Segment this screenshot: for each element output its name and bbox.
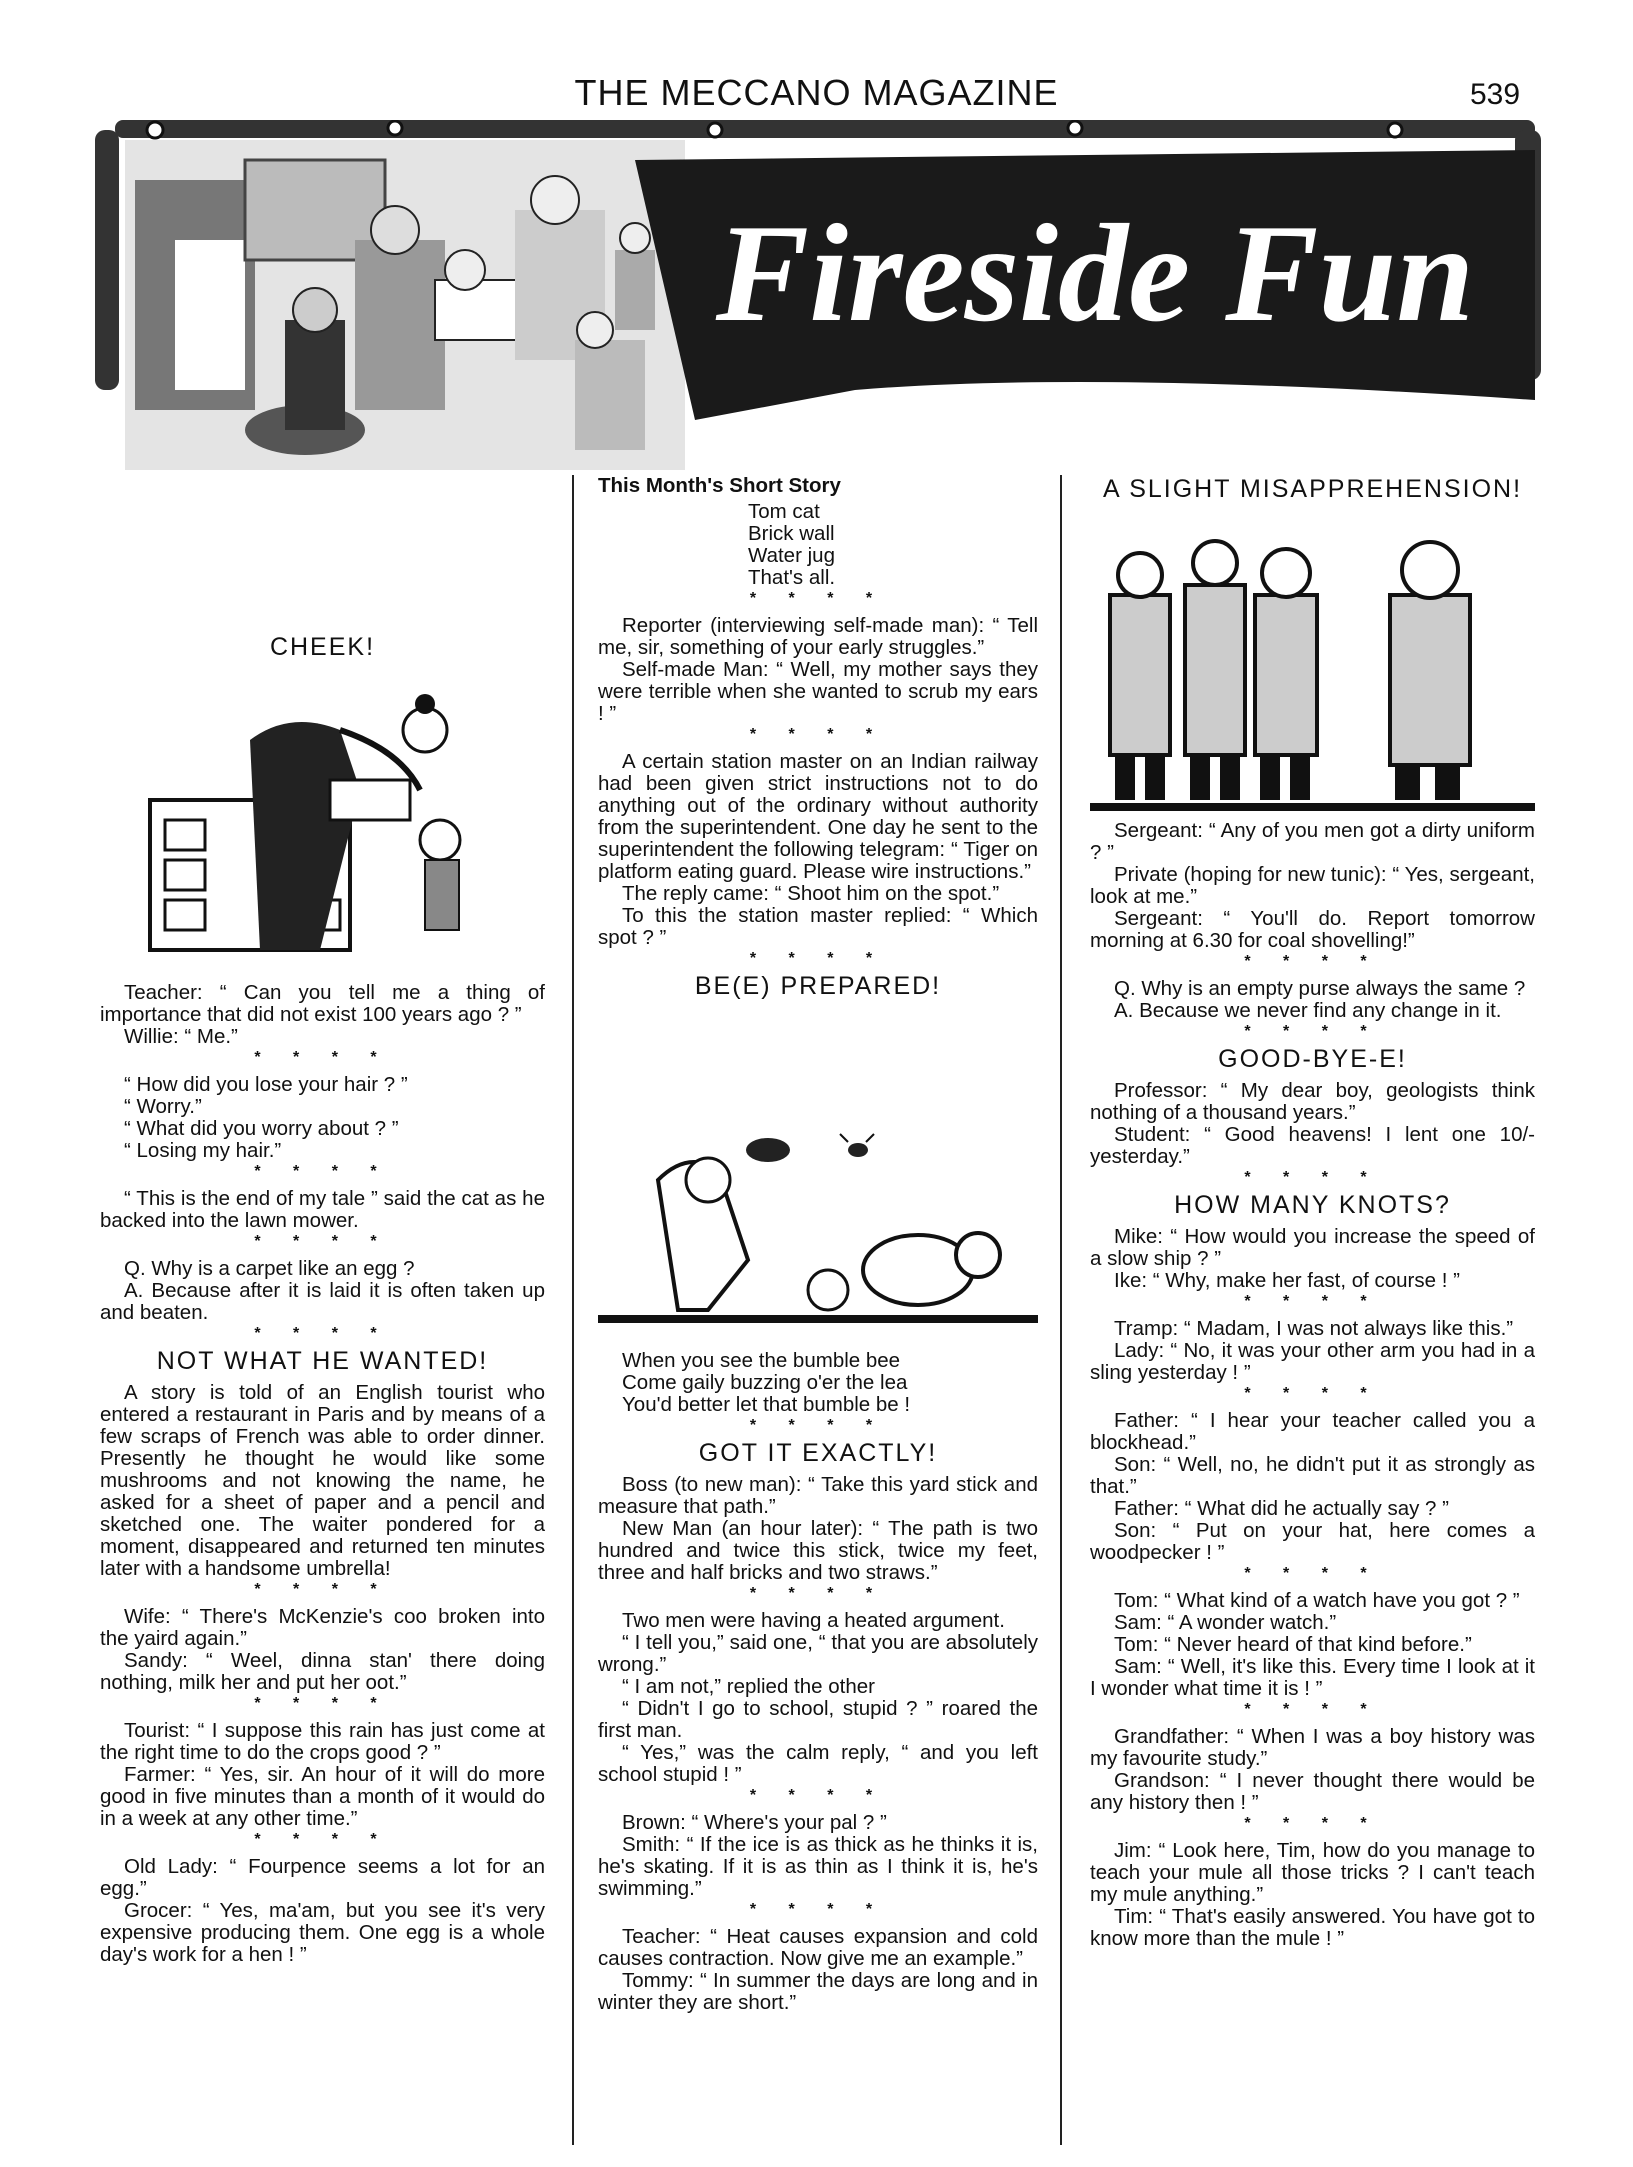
joke-line: Teacher: “ Heat causes expansion and cold causes contraction. Now give me an example.” — [598, 1925, 1038, 1970]
banner-illustration — [95, 120, 1555, 480]
joke-line: Willie: “ Me.” — [124, 1025, 238, 1048]
joke-line: Two men were having a heated argument. — [622, 1609, 1005, 1632]
separator-stars: * * * * — [749, 1787, 887, 1804]
column-right — [1090, 475, 1535, 510]
joke-line: To this the station master replied: “ Which spot ? ” — [598, 904, 1038, 949]
column-rule-right — [1060, 475, 1062, 2145]
poem-line: When you see the bumble bee — [622, 1349, 901, 1372]
separator-stars: * * * * — [749, 1585, 887, 1602]
joke-line: “ I am not,” replied the other — [622, 1675, 875, 1698]
poem-line: Come gaily buzzing o'er the lea — [622, 1371, 908, 1394]
joke-line: Professor: “ My dear boy, geologists think nothing of a thousand years.” — [1090, 1079, 1535, 1124]
separator-stars: * * * * — [1244, 1023, 1381, 1040]
short-story-line: Tom cat — [748, 500, 820, 523]
separator-stars: * * * * — [254, 1325, 391, 1342]
magazine-title: THE MECCANO MAGAZINE — [574, 72, 1059, 113]
joke-line: A. Because after it is laid it is often taken up and beaten. — [100, 1279, 545, 1324]
joke-line: “ Yes,” was the calm reply, “ and you left school stupid ! ” — [598, 1741, 1038, 1786]
joke-line: New Man (an hour later): “ The path is two hundred and twice this stick, twice my feet, three and half bricks and two straws.” — [598, 1517, 1038, 1584]
joke-line: “ Worry.” — [124, 1095, 202, 1118]
column-left — [100, 630, 545, 668]
banner-title: Fireside Fun — [715, 196, 1475, 351]
joke-line: Tom: “ What kind of a watch have you got ? ” — [1114, 1589, 1520, 1612]
joke-line: Private (hoping for new tunic): “ Yes, sergeant, look at me.” — [1090, 863, 1535, 908]
joke-line: Boss (to new man): “ Take this yard stick and measure that path.” — [598, 1473, 1038, 1518]
short-story-line: Water jug — [748, 544, 835, 567]
joke-line: Sandy: “ Weel, dinna stan' there doing nothing, milk her and put her oot.” — [100, 1649, 545, 1694]
joke-line: Son: “ Put on your hat, here comes a woodpecker ! ” — [1090, 1519, 1535, 1564]
joke-line: Sergeant: “ You'll do. Report tomorrow morning at 6.30 for coal shovelling!” — [1090, 907, 1535, 952]
separator-stars: * * * * — [254, 1581, 391, 1598]
soldiers-illustration — [1090, 525, 1535, 815]
heading-cheek: CHEEK! — [269, 633, 376, 661]
family-scene — [125, 140, 685, 470]
joke-line: Sam: “ A wonder watch.” — [1114, 1611, 1337, 1634]
separator-stars: * * * * — [1244, 1565, 1381, 1582]
joke-line: Student: “ Good heavens! I lent one 10/- yesterday.” — [1090, 1123, 1535, 1168]
joke-line: Jim: “ Look here, Tim, how do you manage to teach your mule all those tricks ? I can't teach my mule anything.” — [1090, 1839, 1535, 1906]
joke-line: Self-made Man: “ Well, my mother says they were terrible when she wanted to scrub my ears ! ” — [598, 658, 1038, 725]
joke-line: Q. Why is a carpet like an egg ? — [124, 1257, 415, 1280]
joke-line: The reply came: “ Shoot him on the spot.” — [622, 882, 1000, 905]
poem-line: You'd better let that bumble be ! — [622, 1393, 911, 1416]
joke-line: Grandson: “ I never thought there would be any history then ! ” — [1090, 1769, 1535, 1814]
heading-exactly: GOT IT EXACTLY! — [698, 1439, 938, 1467]
joke-line: Old Lady: “ Fourpence seems a lot for an egg.” — [100, 1855, 545, 1900]
joke-line: Q. Why is an empty purse always the same ? — [1114, 977, 1526, 1000]
separator-stars: * * * * — [254, 1695, 391, 1712]
bee-chase-illustration — [598, 1120, 1038, 1330]
joke-line: Tommy: “ In summer the days are long and in winter they are short.” — [598, 1969, 1038, 2014]
joke-line: A. Because we never find any change in it. — [1114, 999, 1502, 1022]
story-text: A story is told of an English tourist who entered a restaurant in Paris and by means of a few scraps of French was able to order dinner. Presently he thought he would like some mushrooms and not knowing the name, he asked for a sheet of paper and a pencil and sketched one. The waiter pondered for a moment, disappeared and returned ten minutes later with a handsome umbrella! — [100, 1381, 545, 1580]
column-left-text — [100, 982, 545, 1966]
separator-stars: * * * * — [749, 590, 887, 607]
joke-line: A certain station master on an Indian railway had been given strict instructions not to do anything out of the ordinary without authority from the superintendent. One day he sent to the superintendent the following telegram: “ Tiger on platform eating guard. Please wire instructions.” — [598, 750, 1038, 883]
short-story-line: That's all. — [748, 566, 836, 589]
joke-line: “ What did you worry about ? ” — [124, 1117, 399, 1140]
heading-short-story: This Month's Short Story — [598, 474, 841, 497]
joke-line: Tom: “ Never heard of that kind before.” — [1114, 1633, 1472, 1656]
joke-line: “ How did you lose your hair ? ” — [124, 1073, 408, 1096]
separator-stars: * * * * — [749, 1901, 887, 1918]
separator-stars: * * * * — [749, 1417, 887, 1434]
column-middle-lower — [598, 1350, 1038, 2014]
separator-stars: * * * * — [254, 1163, 391, 1180]
separator-stars: * * * * — [254, 1049, 391, 1066]
joke-line: Farmer: “ Yes, sir. An hour of it will do more good in five minutes than a month of it would do in a week at any other time.” — [100, 1763, 545, 1830]
column-right-text — [1090, 820, 1535, 1950]
joke-line: Sam: “ Well, it's like this. Every time I look at it I wonder what time it is ! ” — [1090, 1655, 1535, 1700]
joke-line: Son: “ Well, no, he didn't put it as strongly as that.” — [1090, 1453, 1535, 1498]
column-middle — [598, 475, 1038, 1007]
separator-stars: * * * * — [1244, 1169, 1381, 1186]
joke-line: Mike: “ How would you increase the speed of a slow ship ? ” — [1090, 1225, 1535, 1270]
separator-stars: * * * * — [254, 1831, 391, 1848]
separator-stars: * * * * — [1244, 1701, 1381, 1718]
heading-prepared: BE(E) PREPARED! — [694, 972, 942, 1000]
heading-goodbye: GOOD-BYE-E! — [1218, 1045, 1407, 1073]
joke-line: “ Losing my hair.” — [124, 1139, 282, 1162]
joke-line: Father: “ I hear your teacher called you a blockhead.” — [1090, 1409, 1535, 1454]
separator-stars: * * * * — [1244, 1385, 1381, 1402]
separator-stars: * * * * — [749, 726, 887, 743]
separator-stars: * * * * — [749, 950, 887, 967]
joke-line: Brown: “ Where's your pal ? ” — [622, 1811, 887, 1834]
separator-stars: * * * * — [1244, 953, 1381, 970]
joke-line: Teacher: “ Can you tell me a thing of importance that did not exist 100 years ago ? ” — [100, 981, 545, 1026]
page-number: 539 — [1470, 78, 1521, 111]
joke-line: “ I tell you,” said one, “ that you are absolutely wrong.” — [598, 1631, 1038, 1676]
separator-stars: * * * * — [254, 1233, 391, 1250]
teacher-illustration — [140, 670, 500, 970]
heading-knots: HOW MANY KNOTS? — [1174, 1191, 1451, 1219]
joke-line: Grandfather: “ When I was a boy history was my favourite study.” — [1090, 1725, 1535, 1770]
separator-stars: * * * * — [1244, 1815, 1381, 1832]
joke-line: “ This is the end of my tale ” said the cat as he backed into the lawn mower. — [100, 1187, 545, 1232]
short-story-line: Brick wall — [748, 522, 835, 545]
joke-line: Lady: “ No, it was your other arm you had in a sling yesterday ! ” — [1090, 1339, 1535, 1384]
column-rule-left — [572, 475, 574, 2145]
joke-line: Sergeant: “ Any of you men got a dirty uniform ? ” — [1090, 819, 1535, 864]
heading-slight: A SLIGHT MISAPPREHENSION! — [1102, 475, 1523, 503]
separator-stars: * * * * — [1244, 1293, 1381, 1310]
heading-not-wanted: NOT WHAT HE WANTED! — [156, 1347, 489, 1375]
joke-line: Tourist: “ I suppose this rain has just come at the right time to do the crops good ? ” — [100, 1719, 545, 1764]
joke-line: Reporter (interviewing self-made man): “ Tell me, sir, something of your early struggles.” — [598, 614, 1038, 659]
joke-line: Ike: “ Why, make her fast, of course ! ” — [1114, 1269, 1460, 1292]
joke-line: Tim: “ That's easily answered. You have got to know more than the mule ! ” — [1090, 1905, 1535, 1950]
joke-line: Grocer: “ Yes, ma'am, but you see it's very expensive producing them. One egg is a whole day's work for a hen ! ” — [100, 1899, 545, 1966]
joke-line: “ Didn't I go to school, stupid ? ” roared the first man. — [598, 1697, 1038, 1742]
joke-line: Tramp: “ Madam, I was not always like this.” — [1114, 1317, 1514, 1340]
joke-line: Smith: “ If the ice is as thick as he thinks it is, he's skating. If it is as thin as I think it is, he's swimming.” — [598, 1833, 1038, 1900]
joke-line: Father: “ What did he actually say ? ” — [1114, 1497, 1449, 1520]
joke-line: Wife: “ There's McKenzie's coo broken into the yaird again.” — [100, 1605, 545, 1650]
